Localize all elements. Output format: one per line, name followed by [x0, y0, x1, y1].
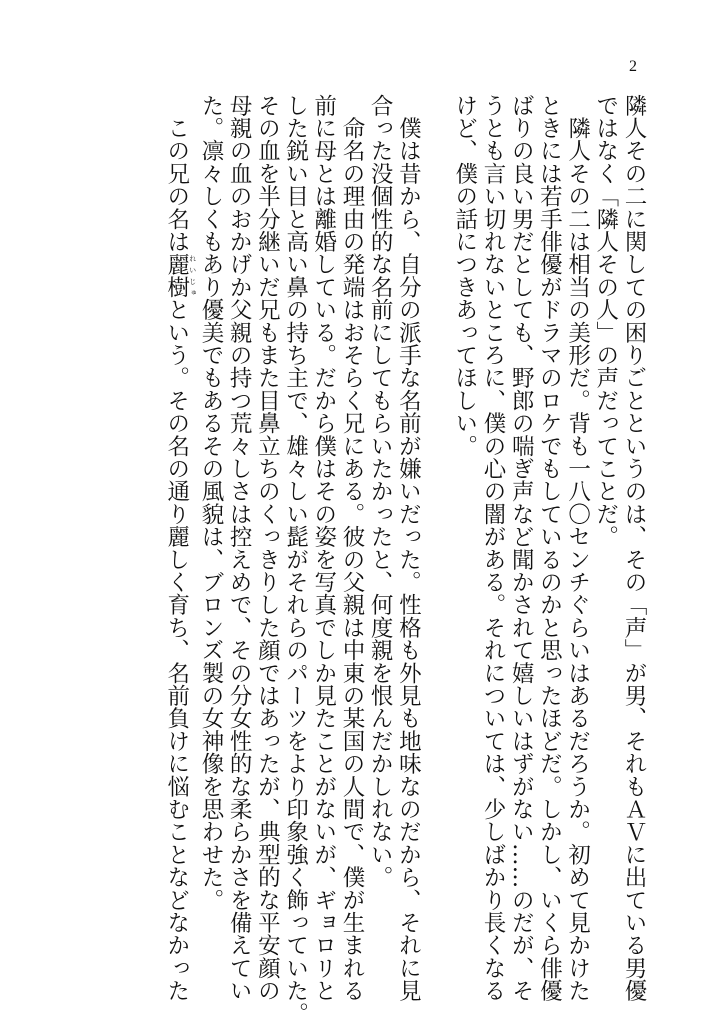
text-line: その血を半分継いだ兄もまた目鼻立ちのくっきりした顔ではあったが、典型的な平安顔の — [254, 94, 281, 1002]
text-line: ときには若手俳優がドラマのロケでもしているのかと思ったほどだ。しかし、いくら俳優 — [536, 94, 563, 1002]
line-end: という。その名の通り麗しく育ち、名前負けに悩むことなどなかった — [163, 298, 190, 1003]
ruby-base: 麗樹 — [163, 252, 190, 299]
text-line: うとも言い切れないところに、僕の心の闇がある。それについては、少しばかり長くなる — [479, 94, 506, 1002]
name-ruby — [163, 252, 197, 299]
body-text — [163, 94, 648, 1025]
text-line: た。凛々しくもあり優美でもあるその風貌は、ブロンズ製の女神像を思わせた。 — [197, 94, 224, 912]
text-line: ではなく「隣人その人」の声だってことだ。 — [592, 94, 619, 548]
text-line: 命名の理由の発端はおそらく兄にある。彼の父親は中東の某国の人間で、僕が生まれる — [338, 94, 365, 1002]
text-line: 前に母とは離婚している。だから僕はその姿を写真でしか見たことがないが、ギョロリと — [310, 94, 337, 1002]
text-line: けど、僕の話につきあってほしい。 — [451, 94, 478, 458]
text-line: した鋭い目と高い鼻の持ち主で、雄々しい髭がそれらのパーツをより印象強く飾っていた。 — [282, 94, 309, 1025]
ruby-reading: れいじゅ — [188, 252, 197, 299]
text-line: 合った没個性的な名前にしてもらいたかったと、何度親を恨んだかしれない。 — [367, 94, 394, 889]
text-line: 隣人その二に関しての困りごとというのは、その「声」が男、それもＡＶに出ている男優 — [621, 94, 647, 1002]
page-number: 2 — [629, 58, 637, 75]
text-line: 隣人その二は相当の美形だ。背も一八〇センチぐらいはあるだろうか。初めて見かけた — [564, 94, 591, 1002]
paragraph-gap — [422, 94, 450, 95]
text-line: 僕は昔から、自分の派手な名前が嫌いだった。性格も外見も地味なのだから、それに見 — [395, 94, 422, 1002]
text-line: ばりの良い男だとしても、野郎の喘ぎ声など聞かされて嬉しいはずがない……のだが、そ — [508, 94, 535, 1002]
text-line-with-ruby — [163, 94, 197, 1003]
line-start: この兄の名は — [163, 94, 190, 253]
text-line: 母親の血のおかげか父親の持つ荒々しさは控えめで、その分女性的な柔らかさを備えてい — [226, 94, 253, 1002]
